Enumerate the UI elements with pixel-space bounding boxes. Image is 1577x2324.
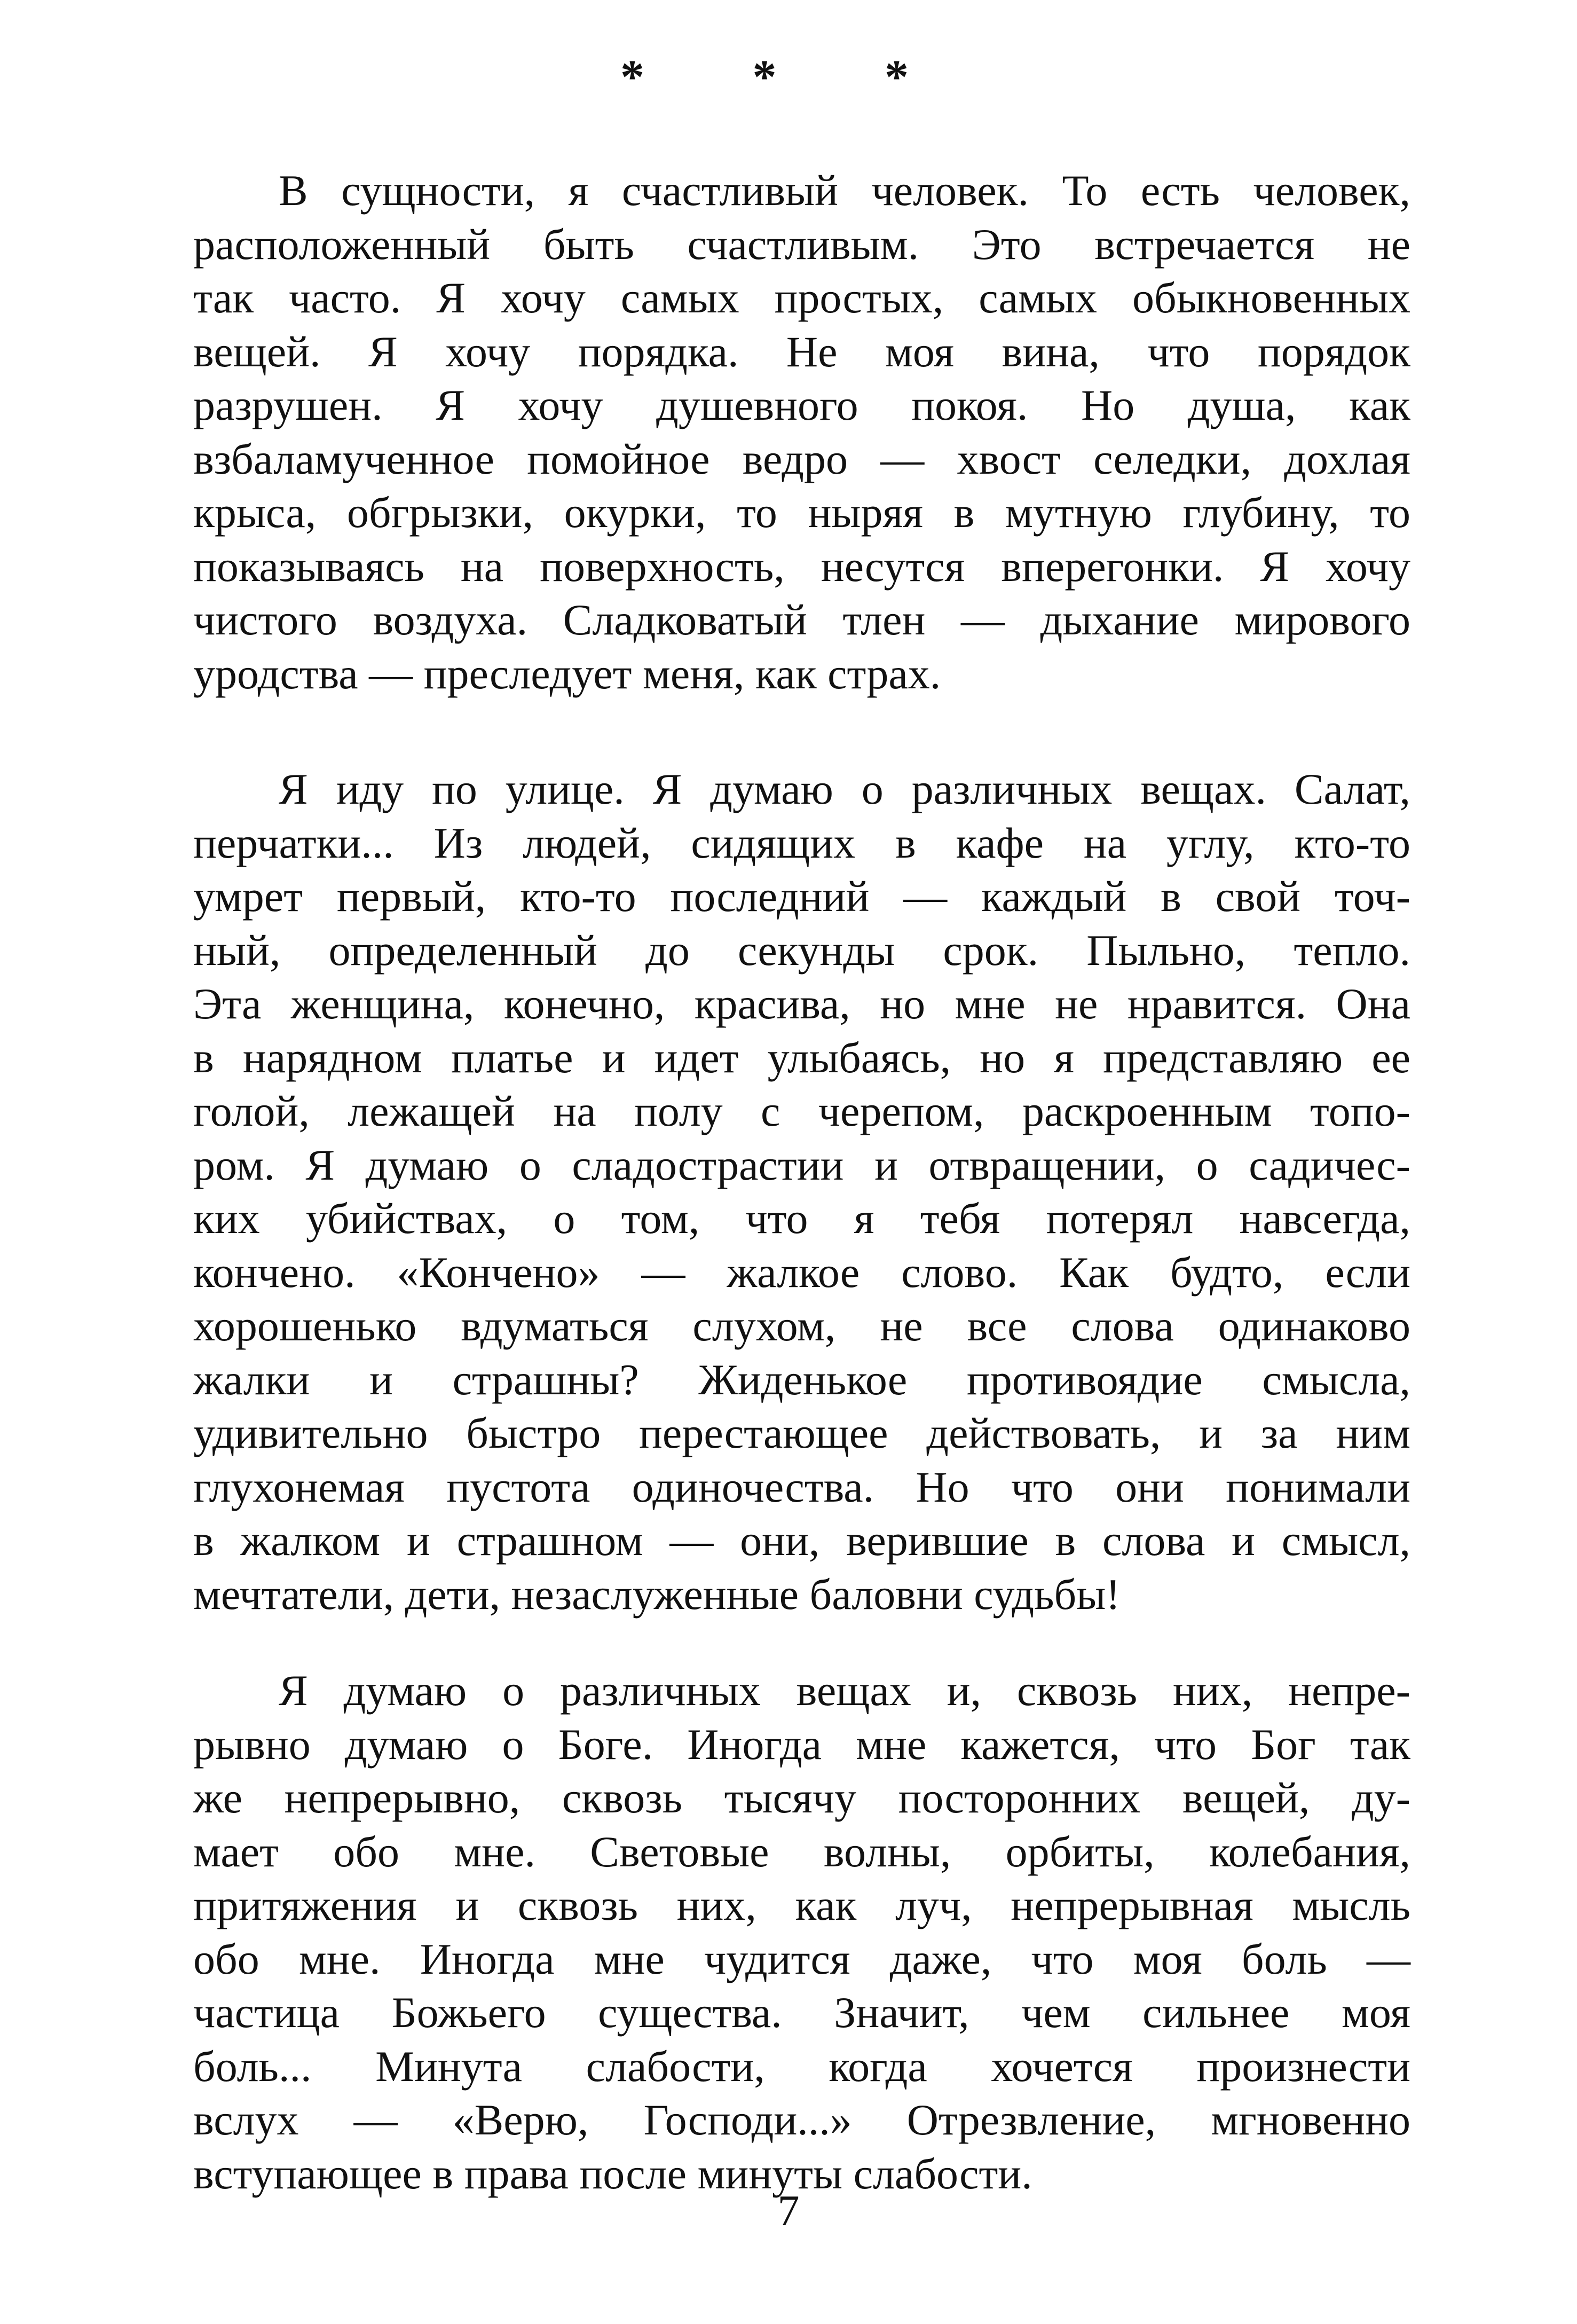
text-line: притяжения и сквозь них, как луч, непрерывная мысль bbox=[193, 1881, 1410, 1929]
text-line: обо мне. Иногда мне чудится даже, что моя боль — bbox=[193, 1934, 1410, 1983]
text-line: глухонемая пустота одиночества. Но что они понимали bbox=[193, 1462, 1410, 1511]
paragraph-2 bbox=[193, 763, 1410, 1621]
text-line: хорошенько вдуматься слухом, не все слова одинаково bbox=[193, 1301, 1410, 1350]
text-line: уродства — преследует меня, как страх. bbox=[193, 649, 941, 698]
text-line: Я иду по улице. Я думаю о различных вещах. Салат, bbox=[279, 765, 1410, 813]
text-line: мает обо мне. Световые волны, орбиты, колебания, bbox=[193, 1827, 1410, 1876]
text-line: частица Божьего существа. Значит, чем сильнее моя bbox=[193, 1988, 1410, 2037]
text-line: боль... Минута слабости, когда хочется произнести bbox=[193, 2042, 1410, 2091]
text-line: кончено. «Кончено» — жалкое слово. Как будто, если bbox=[193, 1247, 1410, 1297]
text-line: вслух — «Верю, Господи...» Отрезвление, мгновенно bbox=[193, 2095, 1410, 2144]
text-line: Эта женщина, конечно, красива, но мне не нравится. Она bbox=[193, 979, 1410, 1028]
text-line: удивительно быстро перестающее действовать, и за ним bbox=[193, 1409, 1410, 1457]
text-line: ром. Я думаю о сладострастии и отвращении, о садичес- bbox=[193, 1140, 1410, 1189]
page-number: 7 bbox=[777, 2186, 800, 2235]
text-line: же непрерывно, сквозь тысячу посторонних вещей, ду- bbox=[193, 1773, 1410, 1822]
text-line: чистого воздуха. Сладковатый тлен — дыхание мирового bbox=[193, 595, 1410, 644]
text-line: показываясь на поверхность, несутся вперегонки. Я хочу bbox=[193, 541, 1410, 591]
text-line: В сущности, я счастливый человек. То есть человек, bbox=[279, 166, 1410, 215]
text-line: жалки и страшны? Жиденькое противоядие смысла, bbox=[193, 1355, 1410, 1404]
text-line: в жалком и страшном — они, верившие в слова и смысл, bbox=[193, 1516, 1410, 1565]
text-line: рывно думаю о Боге. Иногда мне кажется, что Бог так bbox=[193, 1720, 1410, 1769]
text-line: так часто. Я хочу самых простых, самых обыкновенных bbox=[193, 273, 1410, 322]
text-line: мечтатели, дети, незаслуженные баловни судьбы! bbox=[193, 1569, 1121, 1619]
text-line: крыса, обгрызки, окурки, то ныряя в мутную глубину, то bbox=[193, 488, 1410, 537]
text-line: голой, лежащей на полу с черепом, раскроенным топо- bbox=[193, 1087, 1410, 1135]
text-line: ный, определенный до секунды срок. Пыльно, тепло. bbox=[193, 925, 1410, 975]
text-line: Я думаю о различных вещах и, сквозь них, непре- bbox=[279, 1666, 1410, 1715]
paragraph-3 bbox=[193, 1664, 1410, 2201]
text-line: ких убийствах, о том, что я тебя потерял навсегда, bbox=[193, 1194, 1410, 1243]
text-line: вещей. Я хочу порядка. Не моя вина, что порядок bbox=[193, 327, 1410, 376]
text-line: разрушен. Я хочу душевного покоя. Но душа, как bbox=[193, 381, 1410, 429]
text-line: вступающее в права после минуты слабости. bbox=[193, 2149, 1032, 2198]
text-line: расположенный быть счастливым. Это встречается не bbox=[193, 219, 1410, 269]
text-line: перчатки... Из людей, сидящих в кафе на углу, кто-то bbox=[193, 818, 1410, 867]
text-line: умрет первый, кто-то последний — каждый в свой точ- bbox=[193, 872, 1410, 921]
paragraph-1 bbox=[193, 164, 1410, 701]
text-line: в нарядном платье и идет улыбаясь, но я представляю ее bbox=[193, 1033, 1410, 1082]
section-separator: * * * bbox=[620, 51, 957, 104]
text-line: взбаламученное помойное ведро — хвост селедки, дохлая bbox=[193, 434, 1410, 483]
